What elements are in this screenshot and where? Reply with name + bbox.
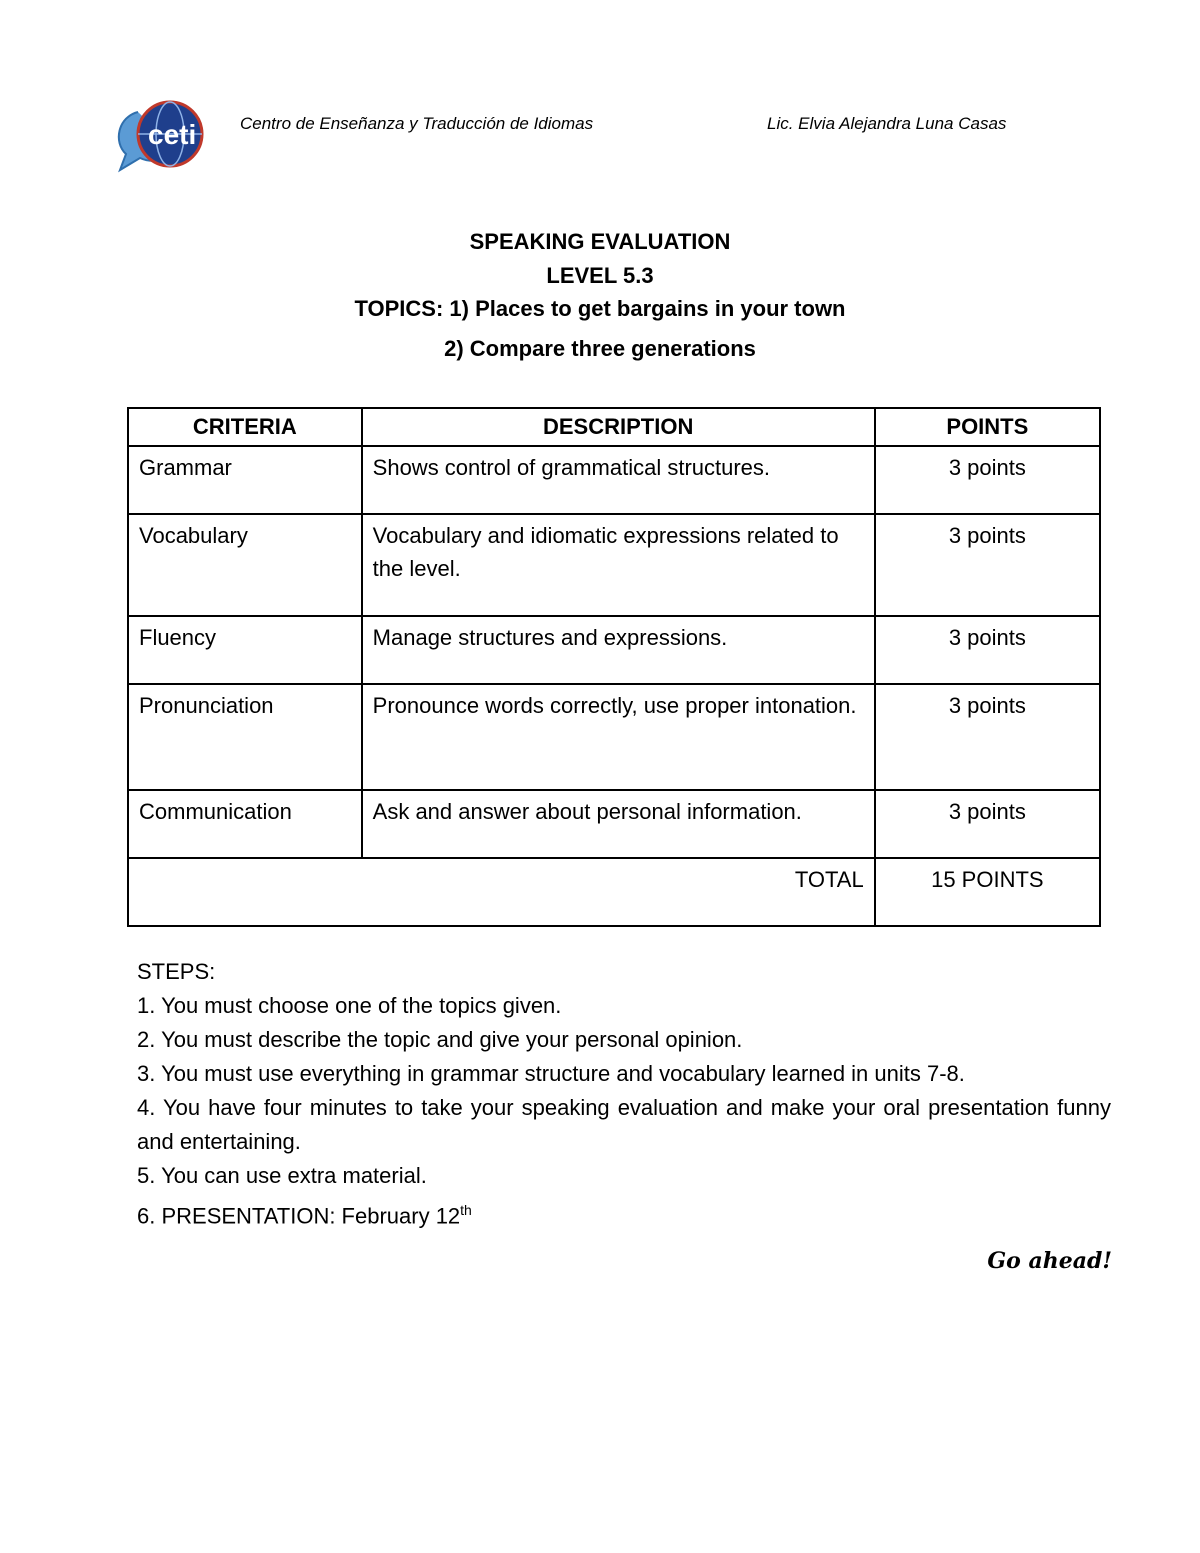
topic-one: TOPICS: 1) Places to get bargains in your town	[354, 296, 846, 321]
total-row	[128, 858, 1100, 926]
step-item: 3. You must use everything in grammar structure and vocabulary learned in units 7-8.	[137, 1061, 965, 1086]
logo-text: ceti	[148, 119, 197, 150]
level-title: LEVEL 5.3	[546, 263, 654, 288]
total-label: TOTAL	[128, 858, 875, 926]
evaluation-title: SPEAKING EVALUATION	[469, 229, 731, 254]
criteria-cell: Communication	[128, 790, 362, 858]
total-value: 15 POINTS	[875, 858, 1100, 926]
step-item-date	[137, 1193, 1111, 1233]
step-item: 5. You can use extra material.	[137, 1163, 427, 1188]
ceti-logo	[108, 92, 208, 176]
teacher-name: Lic. Elvia Alejandra Luna Casas	[767, 114, 1007, 133]
table-row	[128, 514, 1100, 616]
description-cell: Ask and answer about personal information.	[362, 790, 875, 858]
institution-name: Centro de Enseñanza y Traducción de Idiomas	[240, 114, 594, 133]
points-cell: 3 points	[875, 684, 1100, 790]
table-header-row	[128, 408, 1100, 446]
closing-remark: Go ahead!	[987, 1248, 1112, 1274]
points-cell: 3 points	[875, 790, 1100, 858]
date-suffix: th	[460, 1202, 472, 1218]
header-criteria: CRITERIA	[128, 408, 362, 446]
table-row	[128, 790, 1100, 858]
description-cell: Vocabulary and idiomatic expressions related to the level.	[362, 514, 875, 616]
step-item: 4. You have four minutes to take your speaking evaluation and make your oral presentation funny and entertaining.	[137, 1095, 1111, 1154]
header-points: POINTS	[875, 408, 1100, 446]
step-item: 2. You must describe the topic and give your personal opinion.	[137, 1027, 743, 1052]
points-cell: 3 points	[875, 616, 1100, 684]
criteria-cell: Grammar	[128, 446, 362, 514]
criteria-cell: Vocabulary	[128, 514, 362, 616]
criteria-cell: Fluency	[128, 616, 362, 684]
presentation-date: 6. PRESENTATION: February 12	[137, 1203, 461, 1229]
rubric-table	[127, 407, 1101, 927]
steps-section	[137, 955, 1111, 1233]
description-cell: Shows control of grammatical structures.	[362, 446, 875, 514]
table-row	[128, 684, 1100, 790]
header-description: DESCRIPTION	[362, 408, 875, 446]
table-row	[128, 616, 1100, 684]
points-cell: 3 points	[875, 446, 1100, 514]
points-cell: 3 points	[875, 514, 1100, 616]
criteria-cell: Pronunciation	[128, 684, 362, 790]
step-item: 1. You must choose one of the topics given.	[137, 993, 562, 1018]
topic-two: 2) Compare three generations	[444, 336, 756, 361]
description-cell: Pronounce words correctly, use proper intonation.	[362, 684, 875, 790]
table-row	[128, 446, 1100, 514]
description-cell: Manage structures and expressions.	[362, 616, 875, 684]
steps-heading: STEPS:	[137, 959, 216, 984]
